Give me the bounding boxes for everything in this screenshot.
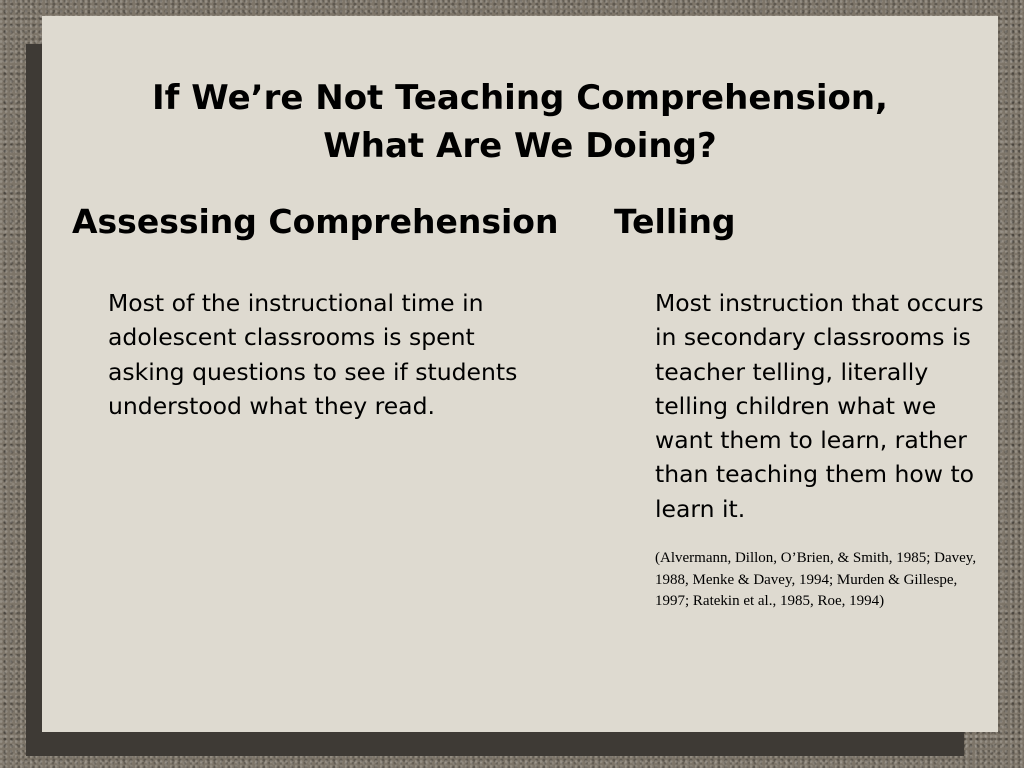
heading-telling: Telling	[614, 202, 736, 241]
slide	[42, 16, 998, 732]
title-line-2: What Are We Doing?	[323, 126, 717, 166]
right-body-text: Most instruction that occurs in secondary classrooms is teacher telling, literally telling children what we want them to learn, rather than teaching them how to learn it.	[655, 289, 984, 523]
slide-title	[42, 74, 998, 170]
heading-assessing-comprehension: Assessing Comprehension	[72, 202, 559, 241]
title-line-1: If We’re Not Teaching Comprehension,	[152, 78, 888, 118]
left-body-text: Most of the instructional time in adolescent classrooms is spent asking questions to see if students understood what they read.	[108, 289, 518, 420]
citation: (Alvermann, Dillon, O’Brien, & Smith, 1985; Davey, 1988, Menke & Davey, 1994; Murden & Gillespe, 1997; Ratekin et al., 1985, Roe, 1994)	[655, 550, 977, 609]
